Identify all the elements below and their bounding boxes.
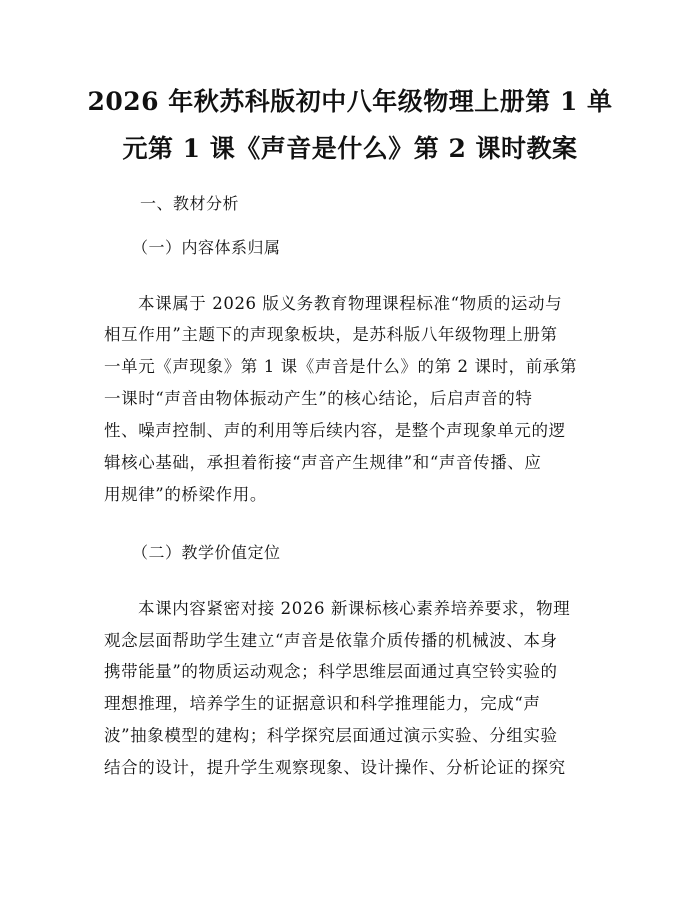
- document-title-line-1: 2026 年秋苏科版初中八年级物理上册第 1 单: [87, 87, 613, 116]
- paragraph-2-line-1: 本课内容紧密对接 2026 新课标核心素养培养要求，物理: [138, 599, 571, 618]
- section-heading-textbook-analysis: 一、教材分析: [140, 194, 240, 213]
- paragraph-1-line-6: 辑核心基础，承担着衔接“声音产生规律”和“声音传播、应: [104, 453, 542, 472]
- paragraph-2-line-5: 波”抽象模型的建构；科学探究层面通过演示实验、分组实验: [104, 726, 558, 745]
- paragraph-1-line-4: 一课时“声音由物体振动产生”的核心结论，后启声音的特: [104, 389, 533, 408]
- document-title-line-2: 元第 1 课《声音是什么》第 2 课时教案: [122, 134, 578, 163]
- subsection-heading-content-system: （一）内容体系归属: [132, 238, 281, 257]
- paragraph-2-line-6: 结合的设计，提升学生观察现象、设计操作、分析论证的探究: [104, 758, 566, 777]
- paragraph-1-line-7: 用规律”的桥梁作用。: [104, 485, 267, 504]
- paragraph-1-line-1: 本课属于 2026 版义务教育物理课程标准“物质的运动与: [138, 294, 563, 313]
- paragraph-2-line-4: 理想推理，培养学生的证据意识和科学推理能力，完成“声: [104, 694, 541, 713]
- paragraph-2-line-2: 观念层面帮助学生建立“声音是依靠介质传播的机械波、本身: [104, 631, 558, 650]
- paragraph-1-line-3: 一单元《声现象》第 1 课《声音是什么》的第 2 课时，前承第: [104, 357, 578, 376]
- subsection-heading-teaching-value: （二）教学价值定位: [132, 543, 281, 562]
- paragraph-2-line-3: 携带能量”的物质运动观念；科学思维层面通过真空铃实验的: [104, 662, 558, 681]
- paragraph-1-line-5: 性、噪声控制、声的利用等后续内容，是整个声现象单元的逻: [104, 421, 566, 440]
- paragraph-1-line-2: 相互作用”主题下的声现象板块，是苏科版八年级物理上册第: [104, 325, 558, 344]
